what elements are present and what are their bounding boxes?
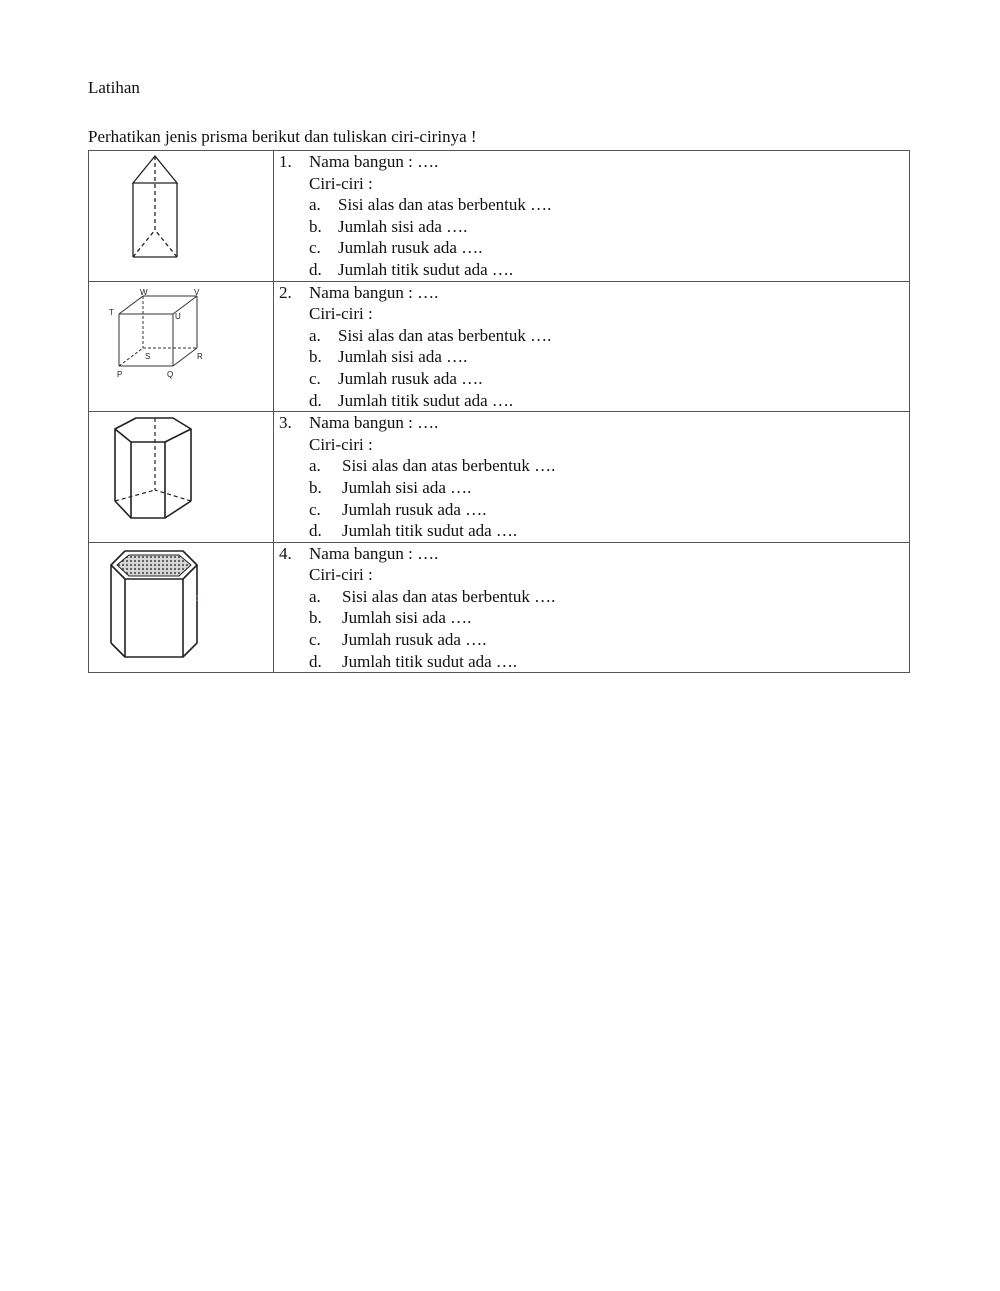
table-row (89, 542, 910, 673)
question-cell (274, 412, 910, 543)
criteria-label: Ciri-ciri : (309, 434, 373, 454)
shape-name-prompt: Nama bangun : …. (309, 282, 439, 302)
option-text: Jumlah titik sudut ada …. (342, 651, 518, 671)
hexagonal-prism-figure (89, 543, 273, 672)
option-letter: b. (309, 608, 322, 628)
shape-name-prompt: Nama bangun : …. (309, 543, 439, 563)
option-text: Jumlah titik sudut ada …. (338, 259, 514, 279)
option-text: Jumlah rusuk ada …. (342, 630, 487, 650)
pentagonal-prism-figure (89, 412, 273, 541)
option-letter: a. (309, 195, 321, 215)
figure-cell (89, 281, 274, 412)
option-letter: d. (309, 390, 322, 410)
figure-cell (89, 542, 274, 673)
option-text: Jumlah titik sudut ada …. (342, 521, 518, 541)
question-number: 3. (279, 413, 292, 433)
criteria-label: Ciri-ciri : (309, 565, 373, 585)
question-number: 4. (279, 543, 292, 563)
option-text: Sisi alas dan atas berbentuk …. (338, 195, 552, 215)
prism-table (88, 150, 910, 673)
option-letter: d. (309, 521, 322, 541)
vertex-label-w: W (140, 287, 148, 297)
option-letter: c. (309, 238, 321, 258)
question-cell (274, 281, 910, 412)
option-text: Sisi alas dan atas berbentuk …. (342, 586, 556, 606)
option-letter: c. (309, 368, 321, 388)
question-number: 2. (279, 282, 292, 302)
criteria-label: Ciri-ciri : (309, 304, 373, 324)
option-text: Jumlah rusuk ada …. (338, 368, 483, 388)
option-text: Jumlah sisi ada …. (338, 216, 468, 236)
vertex-label-p: P (117, 369, 123, 379)
option-letter: a. (309, 325, 321, 345)
option-letter: b. (309, 216, 322, 236)
option-text: Jumlah titik sudut ada …. (338, 390, 514, 410)
vertex-label-q: Q (167, 369, 174, 379)
vertex-label-t: T (109, 307, 114, 317)
table-row (89, 412, 910, 543)
stray-mark: : (195, 590, 199, 604)
criteria-label: Ciri-ciri : (309, 173, 373, 193)
option-text: Jumlah rusuk ada …. (342, 499, 487, 519)
option-letter: d. (309, 259, 322, 279)
triangular-prism-figure (89, 151, 273, 280)
option-text: Sisi alas dan atas berbentuk …. (342, 456, 556, 476)
vertex-label-v: V (194, 287, 200, 297)
option-letter: b. (309, 347, 322, 367)
vertex-label-u: U (175, 311, 181, 321)
option-text: Jumlah sisi ada …. (338, 347, 468, 367)
option-text: Jumlah sisi ada …. (342, 608, 472, 628)
shape-name-prompt: Nama bangun : …. (309, 413, 439, 433)
option-letter: c. (309, 499, 321, 519)
option-text: Jumlah rusuk ada …. (338, 238, 483, 258)
cuboid-figure (89, 282, 273, 411)
option-text: Jumlah sisi ada …. (342, 477, 472, 497)
table-row (89, 151, 910, 282)
question-cell (274, 542, 910, 673)
figure-cell (89, 412, 274, 543)
instruction-text: Perhatikan jenis prisma berikut dan tuliskan ciri-cirinya ! (88, 127, 477, 146)
vertex-label-s: S (145, 351, 151, 361)
option-letter: d. (309, 651, 322, 671)
figure-cell (89, 151, 274, 282)
option-text: Sisi alas dan atas berbentuk …. (338, 325, 552, 345)
option-letter: a. (309, 456, 321, 476)
question-cell (274, 151, 910, 282)
option-letter: c. (309, 630, 321, 650)
shape-name-prompt: Nama bangun : …. (309, 152, 439, 171)
option-letter: a. (309, 586, 321, 606)
table-row (89, 281, 910, 412)
question-number: 1. (279, 152, 292, 171)
page-title: Latihan (88, 78, 140, 97)
vertex-label-r: R (197, 351, 203, 361)
option-letter: b. (309, 477, 322, 497)
